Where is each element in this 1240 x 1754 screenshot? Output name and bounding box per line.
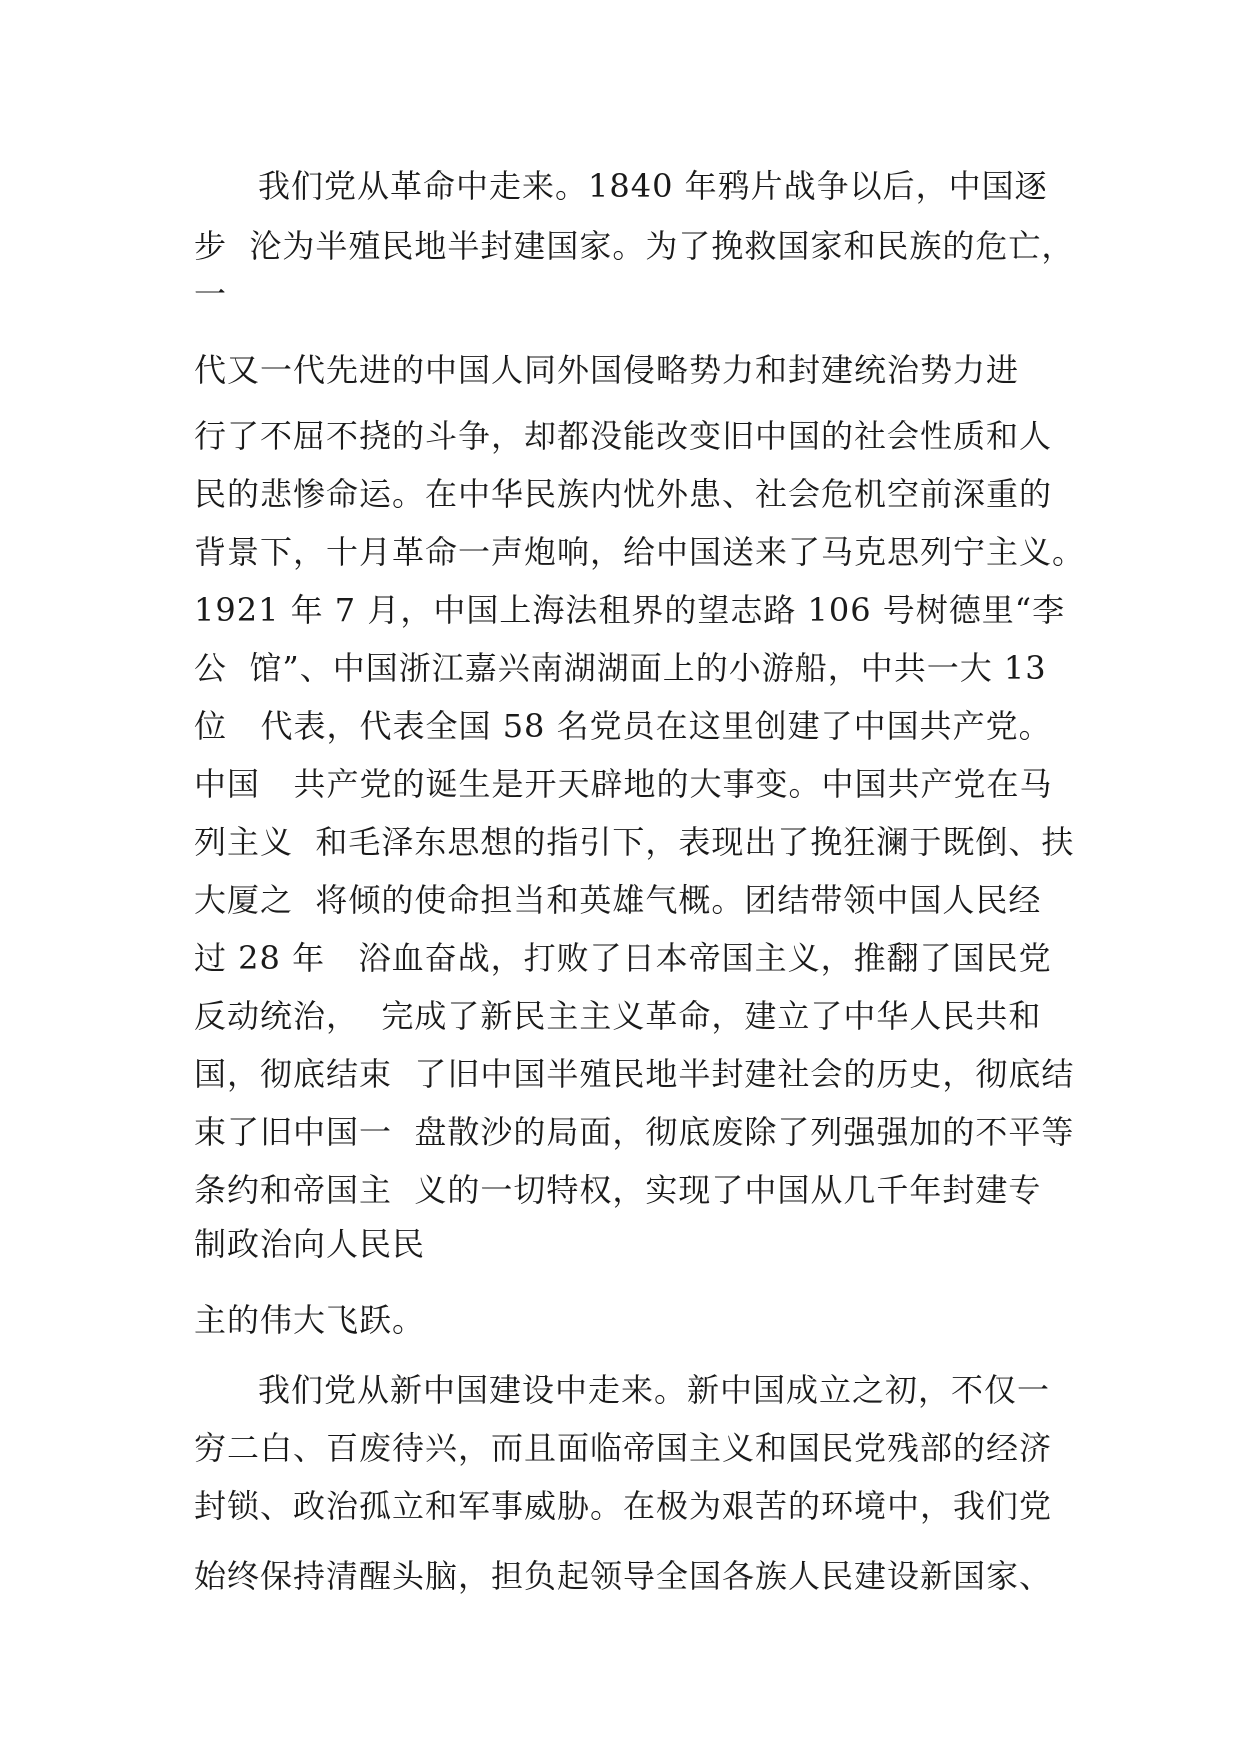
text-line: 条约和帝国主 义的一切特权，实现了中国从几千年封建专 — [194, 1171, 1042, 1209]
text-line: 反动统治， 完成了新民主主义革命，建立了中华人民共和 — [194, 997, 1042, 1035]
text-line: 代又一代先进的中国人同外国侵略势力和封建统治势力进 — [194, 351, 1020, 389]
text-line: 列主义 和毛泽东思想的指引下，表现出了挽狂澜于既倒、扶 — [194, 823, 1075, 861]
text-line: 我们党从新中国建设中走来。新中国成立之初，不仅一 — [258, 1371, 1051, 1409]
text-line: 封锁、政治孤立和军事威胁。在极为艰苦的环境中，我们党 — [194, 1487, 1053, 1525]
text-line: 主的伟大飞跃。 — [194, 1301, 426, 1339]
text-line: 始终保持清醒头脑，担负起领导全国各族人民建设新国家、 — [194, 1557, 1053, 1595]
text-line: 中国 共产党的诞生是开天辟地的大事变。中国共产党在马 — [194, 765, 1053, 803]
text-line: 民的悲惨命运。在中华民族内忧外患、社会危机空前深重的 — [194, 475, 1053, 513]
text-line: 背景下，十月革命一声炮响，给中国送来了马克思列宁主义。 — [194, 533, 1086, 571]
text-line: 过 28 年 浴血奋战，打败了日本帝国主义，推翻了国民党 — [194, 939, 1052, 977]
text-line: 步 沦为半殖民地半封建国家。为了挽救国家和民族的危亡， — [194, 227, 1075, 265]
text-line: 1921 年 7 月，中国上海法租界的望志路 106 号树德里“李 — [194, 591, 1066, 629]
text-line: 束了旧中国一 盘散沙的局面，彻底废除了列强强加的不平等 — [194, 1113, 1075, 1151]
text-line: 穷二白、百废待兴，而且面临帝国主义和国民党残部的经济 — [194, 1429, 1053, 1467]
text-line: 大厦之 将倾的使命担当和英雄气概。团结带领中国人民经 — [194, 881, 1042, 919]
text-line: 行了不屈不挠的斗争，却都没能改变旧中国的社会性质和人 — [194, 417, 1053, 455]
text-line: 国，彻底结束 了旧中国半殖民地半封建社会的历史，彻底结 — [194, 1055, 1075, 1093]
text-line: 制政治向人民民 — [194, 1225, 426, 1263]
text-line: 公 馆”、中国浙江嘉兴南湖湖面上的小游船，中共一大 13 — [194, 649, 1047, 687]
text-line: 一 — [194, 275, 228, 313]
text-line: 位 代表，代表全国 58 名党员在这里创建了中国共产党。 — [194, 707, 1052, 745]
text-line: 我们党从革命中走来。1840 年鸦片战争以后，中国逐 — [258, 167, 1048, 205]
